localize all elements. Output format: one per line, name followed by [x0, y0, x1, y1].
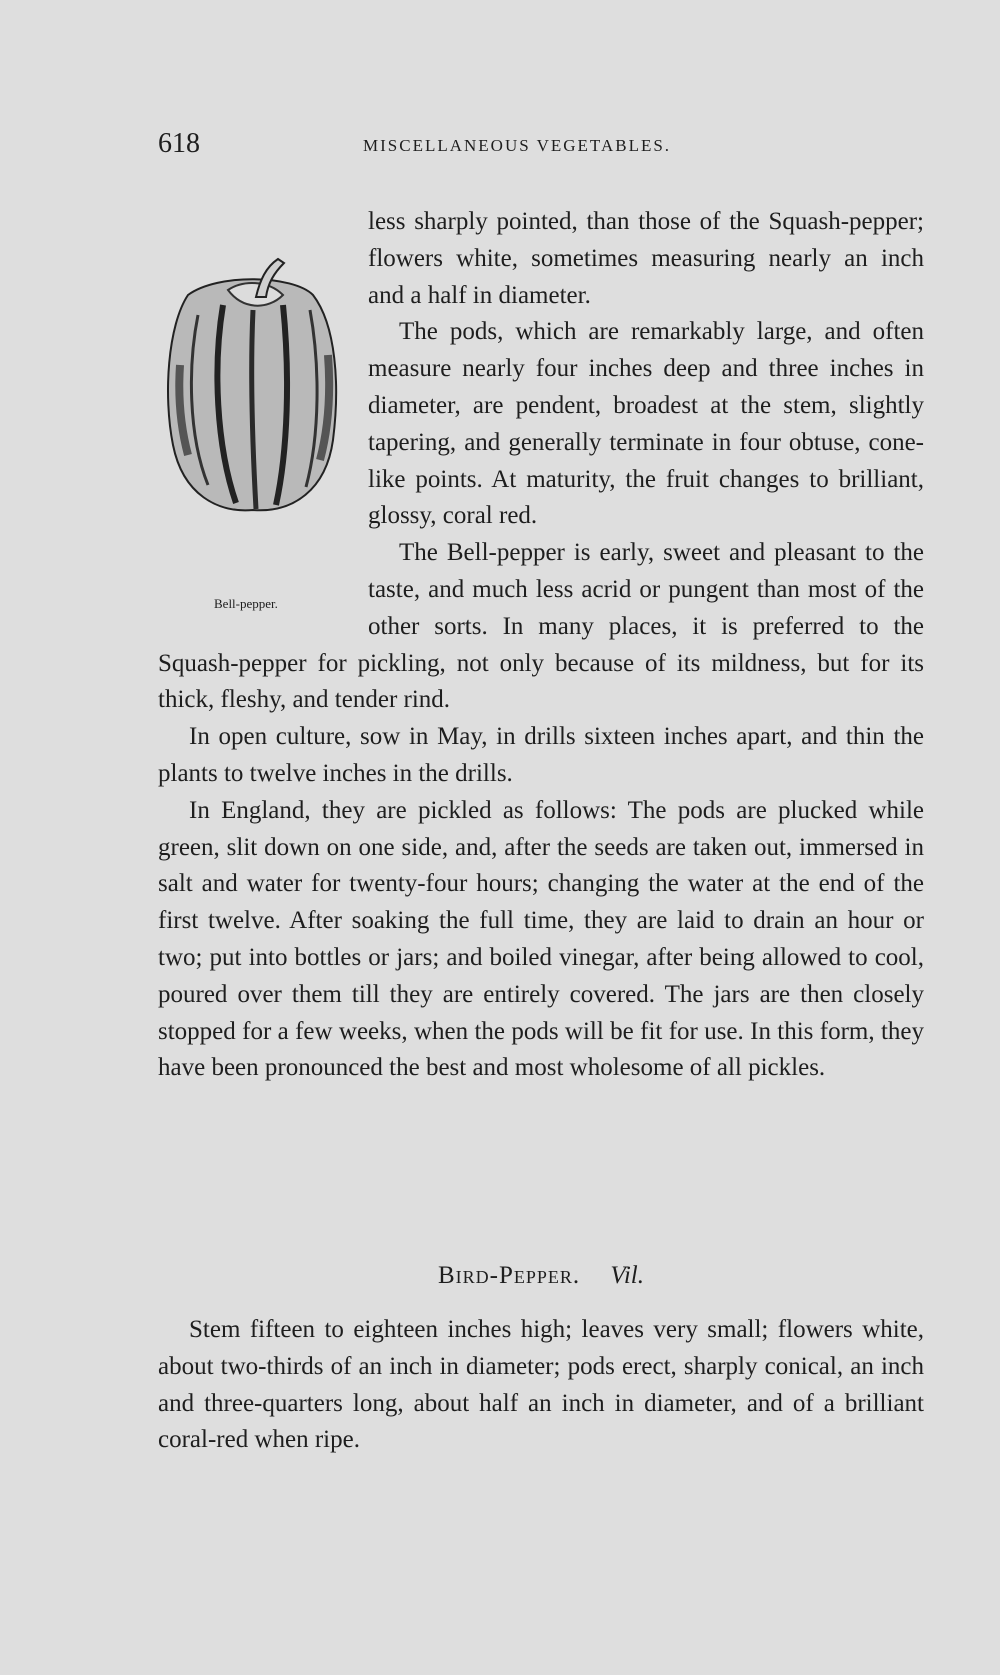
figure-caption: Bell-pepper.: [214, 596, 278, 611]
section-title: Bird-Pepper.: [438, 1262, 581, 1289]
paragraph-1-text: less sharply pointed, than those of the Squash-pepper; flowers white, sometimes measuring nearly an inch and a half in diameter.: [368, 208, 924, 309]
section-text: [158, 1312, 924, 1459]
section-heading: [158, 1262, 924, 1290]
running-head: MISCELLANEOUS VEGETABLES.: [363, 136, 672, 155]
figure-bell-pepper: [158, 249, 358, 609]
bell-pepper-illustration: [158, 255, 348, 525]
paragraph-5: In England, they are pickled as follows: The pods are plucked while green, slit down on one side, and, after the seeds are taken out, immersed in salt and water for twenty-four hours; changing the water at the end of the first twelve. After soaking the full time, they are laid to drain an hour or two; put into bottles or jars; and boiled vinegar, after being allowed to cool, poured over them till they are entirely covered. The jars are then closely stopped for a few weeks, when the pods will be fit for use. In this form, they have been pronounced the best and most wholesome of all pickles.: [158, 796, 924, 1082]
page-number: 618: [158, 128, 200, 159]
section-paragraph: Stem fifteen to eighteen inches high; leaves very small; flowers white, about two-thirds of an inch in diameter; pods erect, sharply conical, an inch and three-quarters long, about half an inch in diameter, and of a brilliant coral-red when ripe.: [158, 1316, 924, 1454]
section-latin: Vil.: [610, 1262, 644, 1289]
paragraph-2: The pods, which are remarkably large, and often measure nearly four inches deep and three inches in diameter, are pendent, broadest at the stem, slightly tapering, and generally terminate in four obtuse, cone-like points. At maturity, the fruit changes to brilliant, glossy, coral red.: [368, 318, 924, 530]
paragraph-4: In open culture, sow in May, in drills sixteen inches apart, and thin the plants to twelve inches in the drills.: [158, 723, 924, 787]
page-header: [158, 128, 924, 168]
main-text: [158, 204, 924, 1087]
paragraph-3: The Bell-pepper is early, sweet and pleasant to the taste, and much less acrid or pungent than most of the other sorts. In many places, it is preferred to the Squash-pepper for pickling, not only because of its mildness, but for its thick, fleshy, and tender rind.: [158, 539, 924, 714]
